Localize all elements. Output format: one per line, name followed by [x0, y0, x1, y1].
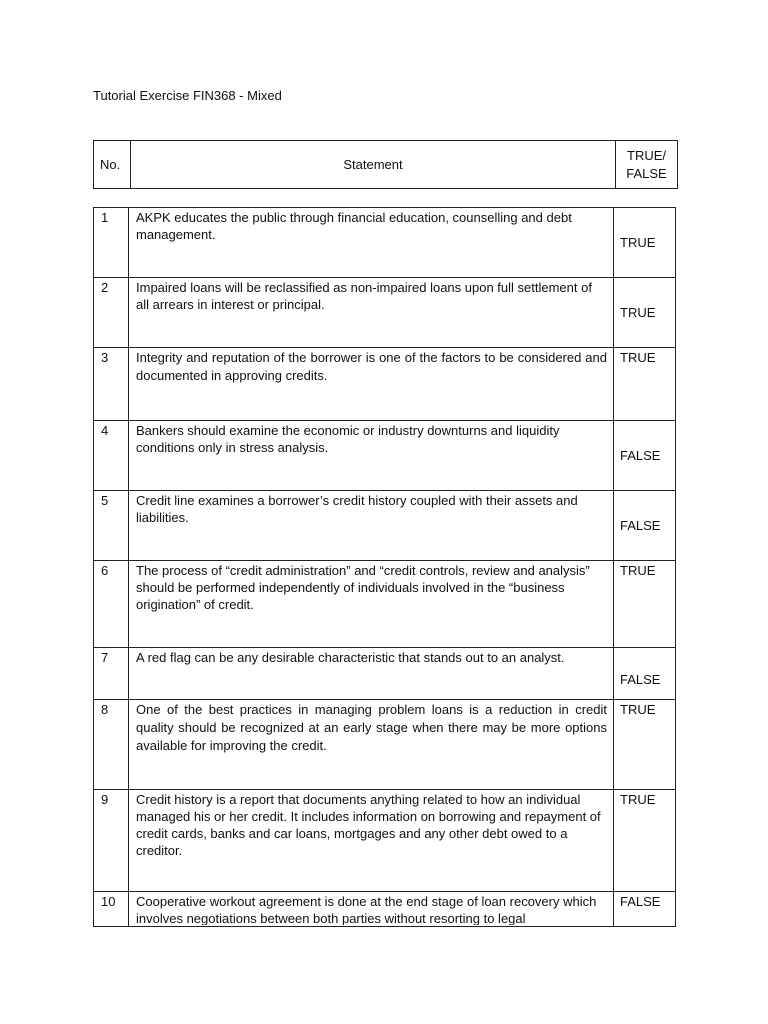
row-statement: The process of “credit administration” and “credit controls, review and analysis” should be performed independently of individuals involved in the “business origination” of credit.	[129, 561, 614, 648]
table-row	[94, 790, 676, 892]
table-row	[94, 892, 676, 927]
row-statement: Credit history is a report that documents anything related to how an individual managed his or her credit. It includes information on borrowing and repayment of credit cards, banks and car loans, mortgages and any other debt owed to a creditor.	[129, 790, 614, 892]
row-statement: A red flag can be any desirable characteristic that stands out to an analyst.	[129, 648, 614, 700]
header-true-label: TRUE/	[627, 147, 666, 163]
row-number: 6	[94, 561, 129, 648]
row-statement: Integrity and reputation of the borrower is one of the factors to be considered and documented in approving credits.	[129, 348, 614, 421]
row-answer: TRUE	[614, 700, 676, 790]
table-row	[94, 348, 676, 421]
row-statement: Impaired loans will be reclassified as non-impaired loans upon full settlement of all arrears in interest or principal.	[129, 278, 614, 348]
table-row	[94, 421, 676, 491]
row-answer: TRUE	[614, 278, 676, 348]
row-answer: FALSE	[614, 892, 676, 927]
row-answer: TRUE	[614, 208, 676, 278]
row-answer: FALSE	[614, 421, 676, 491]
row-number: 8	[94, 700, 129, 790]
row-number: 9	[94, 790, 129, 892]
questions-table	[93, 207, 676, 927]
table-row	[94, 491, 676, 561]
header-row	[94, 141, 678, 189]
document-title: Tutorial Exercise FIN368 - Mixed	[93, 88, 282, 103]
row-answer: FALSE	[614, 491, 676, 561]
row-answer: FALSE	[614, 648, 676, 700]
row-number: 1	[94, 208, 129, 278]
table-row	[94, 208, 676, 278]
row-number: 3	[94, 348, 129, 421]
row-number: 4	[94, 421, 129, 491]
header-table	[93, 140, 678, 189]
row-answer: TRUE	[614, 561, 676, 648]
row-statement: Bankers should examine the economic or industry downturns and liquidity conditions only in stress analysis.	[129, 421, 614, 491]
row-statement-text: Cooperative workout agreement is done at the end stage of loan recovery which involves negotiations between both parties without resorting to legal	[136, 894, 597, 925]
header-statement: Statement	[131, 141, 616, 189]
row-answer: TRUE	[614, 790, 676, 892]
header-no: No.	[94, 141, 131, 189]
row-number: 7	[94, 648, 129, 700]
row-answer: TRUE	[614, 348, 676, 421]
table-row	[94, 700, 676, 790]
table-row	[94, 561, 676, 648]
row-statement: One of the best practices in managing problem loans is a reduction in credit quality should be recognized at an early stage when there may be more options available for improving the credit.	[129, 700, 614, 790]
row-statement: Credit line examines a borrower’s credit history coupled with their assets and liabilities.	[129, 491, 614, 561]
table-row	[94, 278, 676, 348]
table-row	[94, 648, 676, 700]
header-false-label: FALSE	[626, 165, 667, 181]
row-number: 10	[94, 892, 129, 927]
row-statement: AKPK educates the public through financial education, counselling and debt management.	[129, 208, 614, 278]
row-number: 5	[94, 491, 129, 561]
row-statement	[129, 892, 614, 927]
row-number: 2	[94, 278, 129, 348]
header-true-false	[616, 141, 678, 189]
